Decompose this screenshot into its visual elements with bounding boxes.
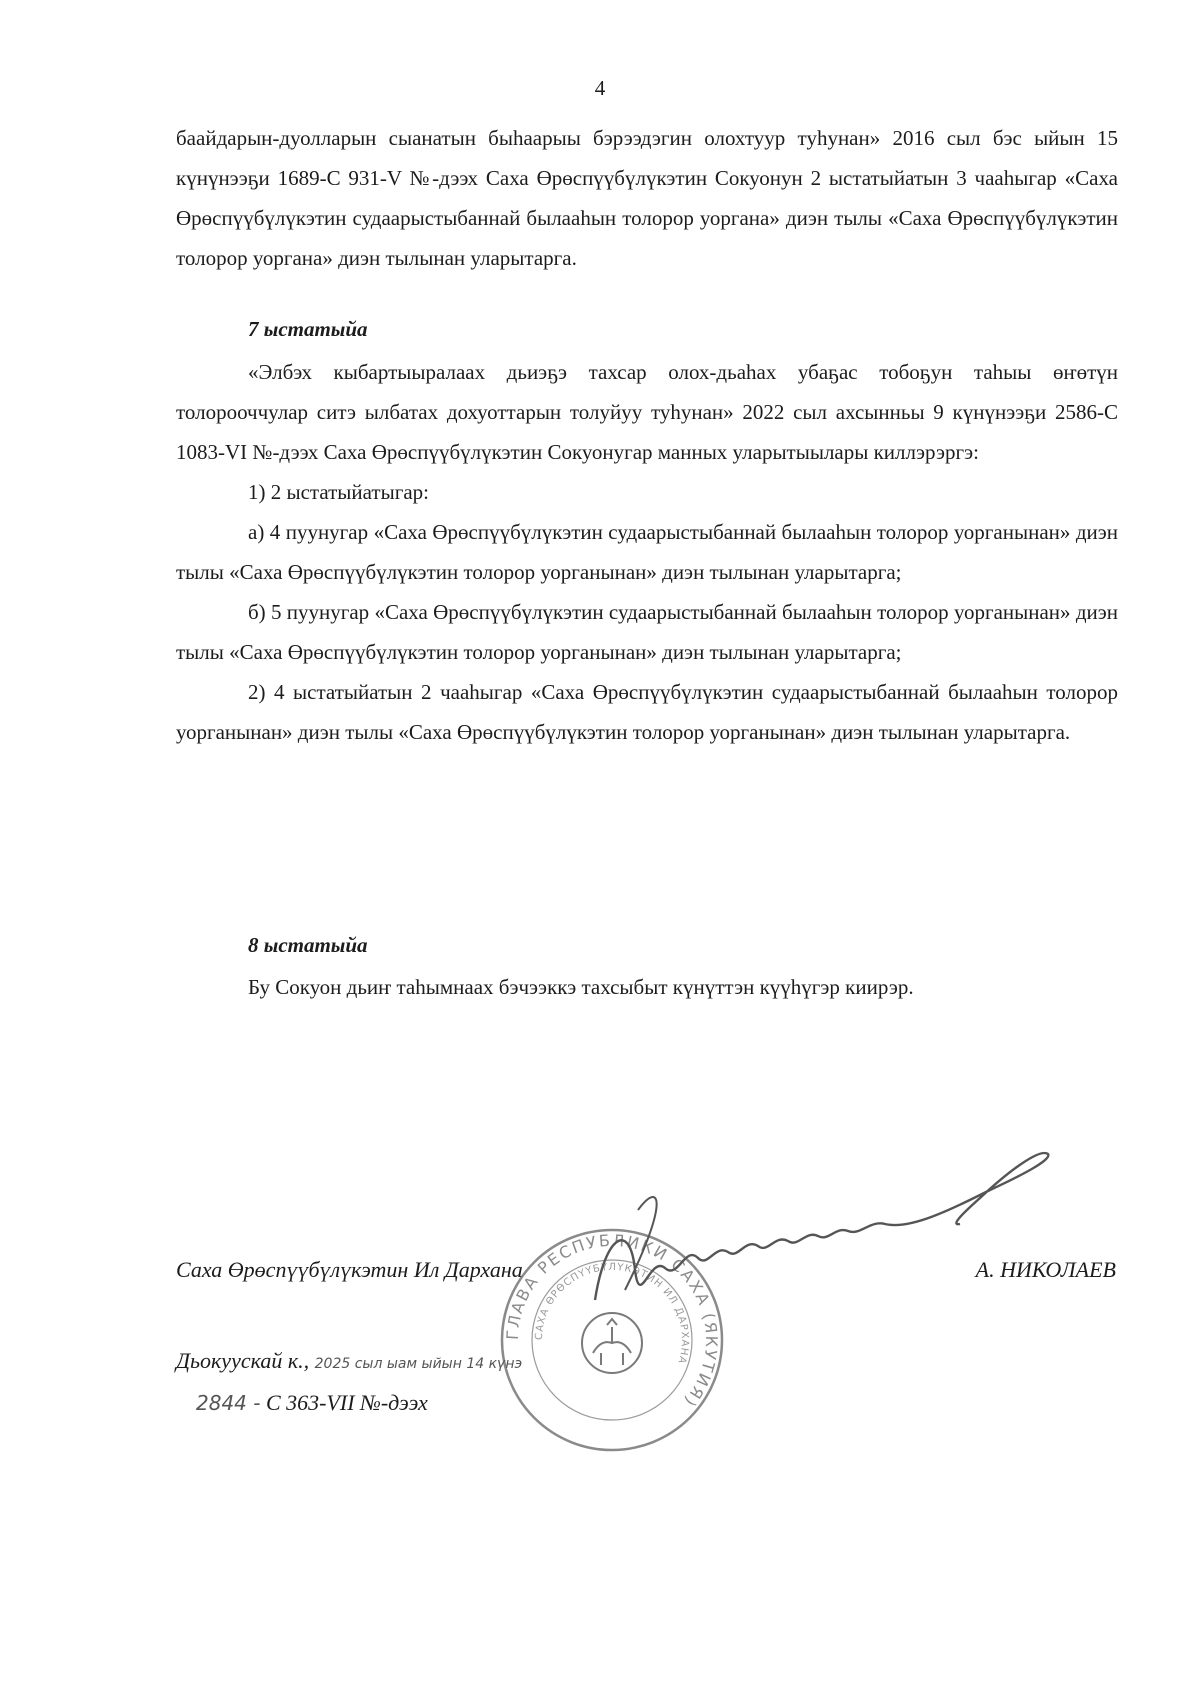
paragraph: баайдарын-дуолларын сыанатын быһаарыы бэрээдэгин олохтуур туһунан» 2016 сыл бэс ыйын 15 күнүнээҕи 1689-С 931-V №-дээх Саха Өрөспүүбүлүкэтин Сокуонун 2 ыстатыйатын 3 чааһыгар «Саха Өрөспүүбүлүкэтин судаарыстыбаннай былааһын толорор уоргана» диэн тылы «Саха Өрөспүүбүлүкэтин толорор уоргана» диэн тылынан уларытарга. (176, 126, 1118, 270)
seal-inner-text: САХА ӨРӨСПҮҮБҮЛҮКЭТИН ИЛ ДАРХАНА (533, 1261, 691, 1366)
paragraph: 1) 2 ыстатыйатыгар: (248, 480, 429, 504)
seal-outer-text: ГЛАВА РЕСПУБЛИКИ САХА (ЯКУТИЯ) (502, 1230, 722, 1412)
article-7-body (176, 352, 1118, 752)
article-8-body (176, 967, 1118, 1007)
continued-paragraph-block (176, 118, 1118, 278)
paragraph: 2) 4 ыстатыйатын 2 чааһыгар «Саха Өрөспүүбүлүкэтин судаарыстыбаннай былааһын толорор уорганынан» диэн тылы «Саха Өрөспүүбүлүкэтин толорор уорганынан» диэн тылынан уларытарга. (176, 680, 1118, 744)
signatory-title: Саха Өрөспүүбүлүкэтин Ил Дархана (176, 1257, 523, 1282)
article-7-heading: 7 ыстатыйа (248, 317, 368, 341)
paragraph: а) 4 пуунугар «Саха Өрөспүүбүлүкэтин судаарыстыбаннай былааһын толорор уорганынан» диэн тылы «Саха Өрөспүүбүлүкэтин толорор уорганынан» диэн тылынан уларытарга; (176, 520, 1118, 584)
document-number (196, 1390, 428, 1416)
paragraph: б) 5 пуунугар «Саха Өрөспүүбүлүкэтин судаарыстыбаннай былааһын толорор уорганынан» диэн тылы «Саха Өрөспүүбүлүкэтин толорор уорганынан» диэн тылынан уларытарга; (176, 600, 1118, 664)
page-number: 4 (594, 76, 606, 100)
signatory-name: А. НИКОЛАЕВ (975, 1257, 1116, 1282)
signing-city: Дьокуускай к., (176, 1348, 310, 1373)
article-8-heading: 8 ыстатыйа (248, 933, 368, 957)
paragraph: Бу Сокуон дьиҥ таһымнаах бэчээккэ тахсыбыт күнүттэн күүһүгэр киирэр. (248, 975, 914, 999)
paragraph: «Элбэх кыбартыыралаах дьиэҕэ тахсар олох-дьаһах убаҕас тобоҕун таһыы өҥөтүн толорооччулар ситэ ылбатах дохуоттарын толуйуу туһунан» 2022 сыл ахсынньы 9 күнүнээҕи 2586-С 1083-VI №-дээх Саха Өрөспүүбүлүкэтин Сокуонугар манных уларытыылары киллэрэргэ: (176, 360, 1118, 464)
document-number-suffix: С 363-VII №-дээх (265, 1390, 428, 1415)
document-number-handwritten: 2844 - (196, 1391, 261, 1415)
signing-place (176, 1348, 522, 1374)
signing-date-handwritten: 2025 сыл ыам ыйын 14 күнэ (314, 1356, 523, 1372)
handwritten-signature (590, 1140, 1060, 1330)
